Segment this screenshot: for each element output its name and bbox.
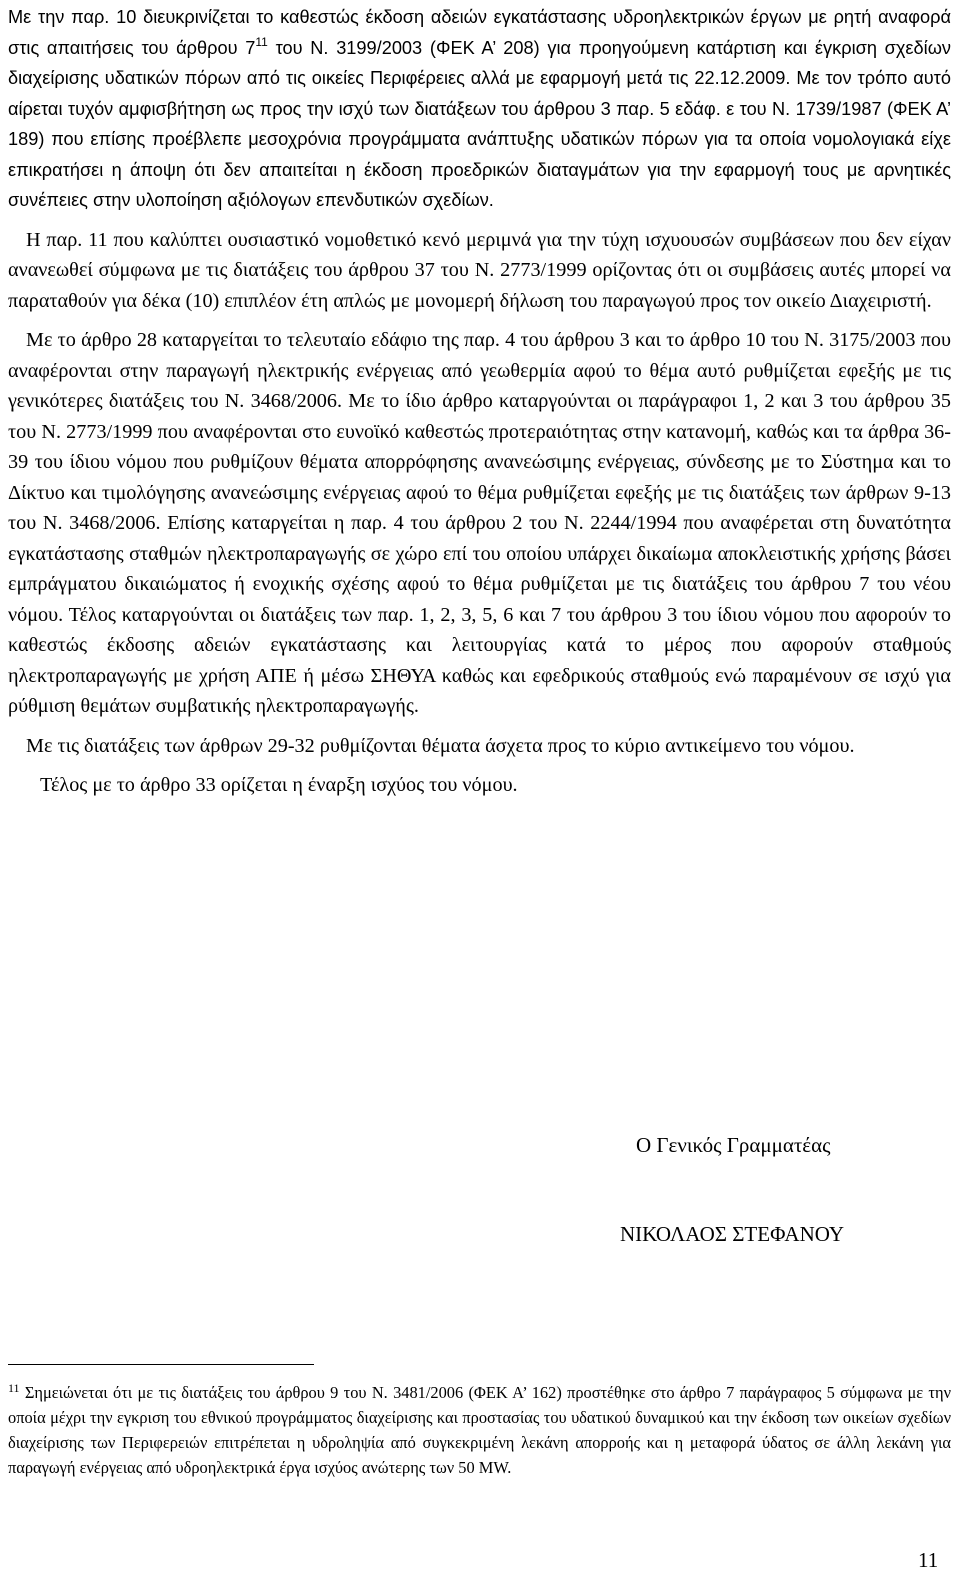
footnote-text: Σημειώνεται ότι με τις διατάξεις του άρθρου 9 του Ν. 3481/2006 (ΦΕΚ Α’ 162) προστέθηκε στο άρθρο 7 παράγραφος 5 σύμφωνα με την οποία μέχρι την εγκριση του εθνικού προγράμματος διαχείρισης και προστασίας του υδατικού δυναμικού και την έκδοση των οικείων σχεδίων διαχείρισης των Περιφερειών επιτρέπεται η υδροληψία από συγκεκριμένη λεκάνη απορροής και η μεταφορά ύδατος σε άλλη λεκάνη για παραγωγή ενέργειας από υδροηλεκτρικά έργα ισχύος ανώτερης των 50 MW. bbox=[8, 1383, 951, 1477]
paragraph-3: Με το άρθρο 28 καταργείται το τελευταίο εδάφιο της παρ. 4 του άρθρου 3 και το άρθρο 10 του Ν. 3175/2003 που αναφέρονται στην παραγωγή ηλεκτρικής ενέργειας από γεωθερμία αφού το θέμα αυτό ρυθμίζεται εφεξής με τις γενικότερες διατάξεις του Ν. 3468/2006. Με το ίδιο άρθρο καταργούνται οι παράγραφοι 1, 2 και 3 του άρθρου 35 του Ν. 2773/1999 που αναφέρονται στο ευνοϊκό καθεστώς προτεραιότητας στην κατανομή, καθώς και τα άρθρα 36-39 του ίδιου νόμου που ρυθμίζουν θέματα απορρόφησης ανανεώσιμης ενέργειας, σύνδεσης με το Σύστημα και το Δίκτυο και τιμολόγησης ανανεώσιμης ενέργειας αφού το θέμα ρυθμίζεται εφεξής με τις διατάξεις των άρθρων 9-13 του Ν. 3468/2006. Επίσης καταργείται η παρ. 4 του άρθρου 2 του Ν. 2244/1994 που αναφέρεται στη δυνατότητα εγκατάστασης σταθμών ηλεκτροπαραγωγής σε χώρο επί του οποίου υπάρχει δικαίωμα αποκλειστικής χρήσης βάσει εμπράγματου δικαιώματος ή ενοχικής σχέσης αφού το θέμα ρυθμίζεται με τις διατάξεις του άρθρου 7 του νέου νόμου. Τέλος καταργούνται οι διατάξεις των παρ. 1, 2, 3, 5, 6 και 7 του άρθρου 3 του ίδιου νόμου που αφορούν το καθεστώς έκδοσης αδειών εγκατάστασης και λειτουργίας κατά το μέρος που αφορούν σταθμούς ηλεκτροπαραγωγής με χρήση ΑΠΕ ή μέσω ΣΗΘΥΑ καθώς και εφεδρικούς σταθμούς ενώ παραμένουν σε ισχύ για ρύθμιση θεμάτων συμβατικής ηλεκτροπαραγωγής. bbox=[8, 329, 951, 717]
footnote-reference: 11 bbox=[255, 34, 268, 49]
paragraph-1 bbox=[8, 2, 951, 216]
footnote-number: 11 bbox=[8, 1381, 20, 1395]
signature-title: Ο Γενικός Γραμματέας bbox=[636, 1133, 831, 1157]
signature-name: ΝΙΚΟΛΑΟΣ ΣΤΕΦΑΝΟΥ bbox=[620, 1222, 845, 1246]
body-text bbox=[8, 2, 951, 801]
page-number: 11 bbox=[918, 1548, 939, 1572]
footnote bbox=[8, 1380, 951, 1480]
paragraph-2: Η παρ. 11 που καλύπτει ουσιαστικό νομοθετικό κενό μεριμνά για την τύχη ισχυουσών συμβάσεων που δεν είχαν ανανεωθεί σύμφωνα με τις διατάξεις του άρθρου 37 του Ν. 2773/1999 ορίζοντας ότι οι συμβάσεις αυτές μπορεί να παραταθούν για δέκα (10) επιπλέον έτη απλώς με μονομερή δήλωση του παραγωγού προς τον οικείο Διαχειριστή. bbox=[8, 228, 951, 312]
paragraph-5: Τέλος με το άρθρο 33 ορίζεται η έναρξη ισχύος του νόμου. bbox=[40, 774, 518, 796]
footnote-separator bbox=[8, 1364, 314, 1365]
paragraph-1-start: Με την παρ. 10 διευκρινίζεται το καθεστώς έκδοση αδειών εγκατάστασης υδροηλεκτρικών έργων με ρητή αναφορά στις απαιτήσεις του άρθρου 7 bbox=[8, 7, 951, 58]
paragraph-1-rest: του Ν. 3199/2003 (ΦΕΚ Α’ 208) για προηγούμενη κατάρτιση και έγκριση σχεδίων διαχείρισης υδατικών πόρων από τις οικείες Περιφέρειες αλλά με εφαρμογή μετά τις 22.12.2009. Με τον τρόπο αυτό αίρεται τυχόν αμφισβήτηση ως προς την ισχύ των διατάξεων του άρθρου 3 παρ. 5 εδάφ. ε του Ν. 1739/1987 (ΦΕΚ Α’ 189) που επίσης προέβλεπε μεσοχρόνια προγράμματα ανάπτυξης υδατικών πόρων για τα οποία νομολογιακά είχε επικρατήσει η άποψη ότι δεν απαιτείται η έκδοση προεδρικών διαταγμάτων για την εφαρμογή τους με αρνητικές συνέπειες στην υλοποίηση αξιόλογων επενδυτικών σχεδίων. bbox=[8, 37, 952, 210]
paragraph-4: Με τις διατάξεις των άρθρων 29-32 ρυθμίζονται θέματα άσχετα προς το κύριο αντικείμενο του νόμου. bbox=[26, 734, 855, 757]
